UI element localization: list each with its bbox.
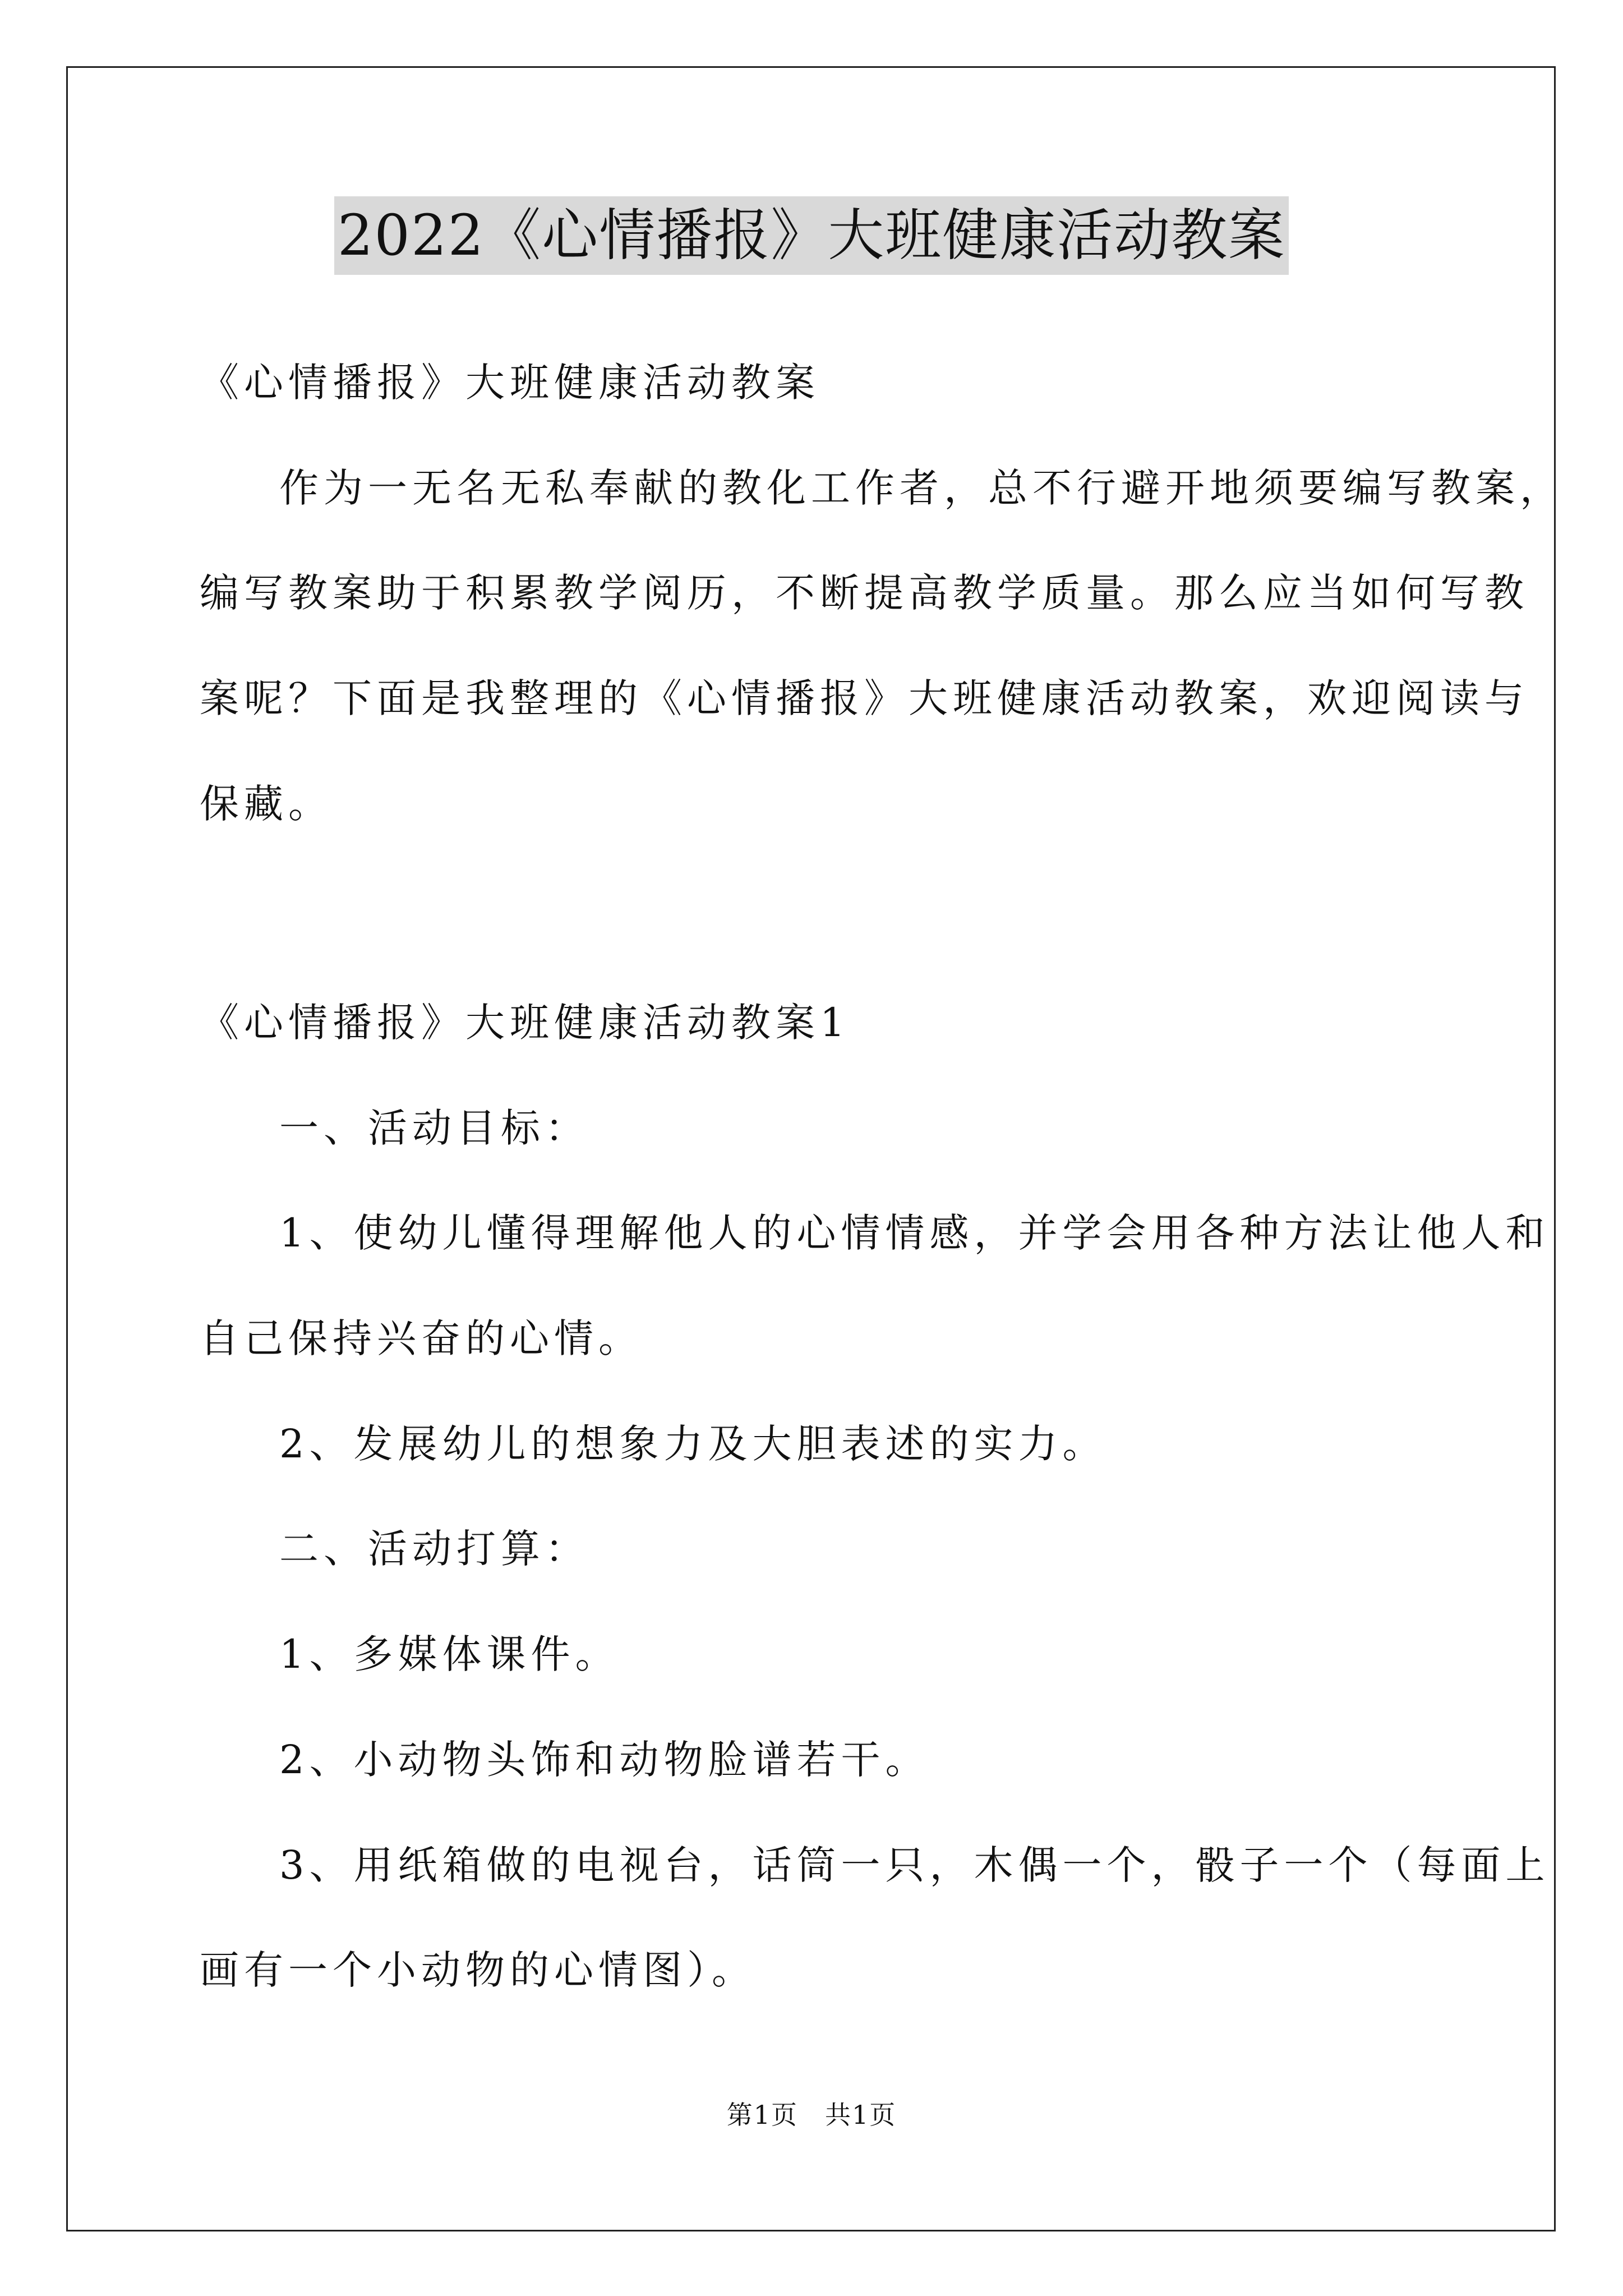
paragraph-line: 案呢？下面是我整理的《心情播报》大班健康活动教案，欢迎阅读与 xyxy=(200,675,1529,721)
section-heading: 《心情播报》大班健康活动教案1 xyxy=(200,1000,850,1046)
list-item-continuation: 自己保持兴奋的心情。 xyxy=(200,1315,643,1361)
paragraph-line: 编写教案助于积累教学阅历，不断提高教学质量。那么应当如何写教 xyxy=(200,570,1529,616)
list-heading: 二、活动打算： xyxy=(279,1526,589,1572)
list-item: 3、用纸箱做的电视台，话筒一只，木偶一个，骰子一个（每面上 xyxy=(279,1842,1550,1888)
list-item: 1、多媒体课件。 xyxy=(279,1631,620,1677)
list-item: 2、小动物头饰和动物脸谱若干。 xyxy=(279,1737,930,1783)
list-item: 1、使幼儿懂得理解他人的心情情感，并学会用各种方法让他人和 xyxy=(279,1210,1550,1256)
subtitle-line: 《心情播报》大班健康活动教案 xyxy=(200,360,820,406)
list-item: 2、发展幼儿的想象力及大胆表述的实力。 xyxy=(279,1421,1107,1467)
paragraph-line: 保藏。 xyxy=(200,781,333,827)
page-footer: 第1页 共1页 xyxy=(726,2100,897,2130)
paragraph-line: 作为一无名无私奉献的教化工作者，总不行避开地须要编写教案， xyxy=(279,465,1564,511)
list-item-continuation: 画有一个小动物的心情图）。 xyxy=(200,1947,756,1993)
document-title: 2022《心情播报》大班健康活动教案 xyxy=(334,196,1289,275)
title-container xyxy=(0,196,1623,275)
list-heading: 一、活动目标： xyxy=(279,1105,589,1151)
